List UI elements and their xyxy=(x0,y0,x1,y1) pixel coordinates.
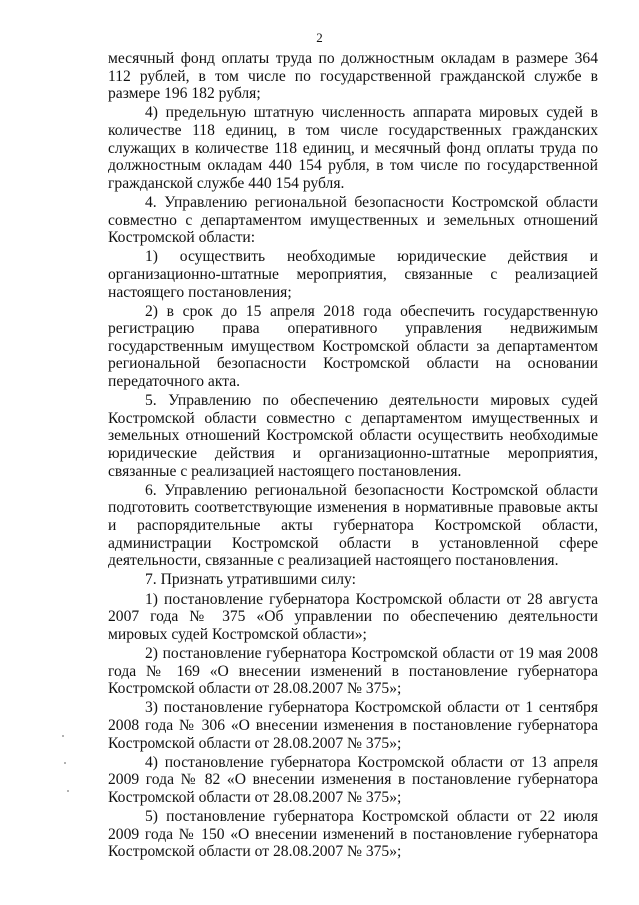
paragraph-item-7-2: 2) постановление губернатора Костромской области от 19 мая 2008 года № 169 «О внесении изменений в постановление губернатора Костромской области от 28.08.2007 № 375»; xyxy=(108,644,598,698)
paragraph-item-7-3: 3) постановление губернатора Костромской области от 1 сентября 2008 года № 306 «О внесении изменения в постановление губернатора Костромской области от 28.08.2007 № 375»; xyxy=(108,699,598,752)
scan-speck xyxy=(62,735,64,737)
paragraph-item-6: 6. Управлению региональной безопасности Костромской области подготовить соответствующие изменения в нормативные правовые акты и распорядительные акты губернатора Костромской области, администрации Костромской области в установленной сфере деятельности, связанные с реализацией настоящего постановления. xyxy=(108,481,598,570)
scan-speck xyxy=(67,790,69,792)
paragraph-item-7-5: 5) постановление губернатора Костромской области от 22 июля 2009 года № 150 «О внесении изменений в постановление губернатора Костромской области от 28.08.2007 № 375»; xyxy=(108,808,598,861)
paragraph-item-4-1: 1) осуществить необходимые юридические действия и организационно-штатные мероприятия, связанные с реализацией настоящего постановления; xyxy=(108,248,598,301)
paragraph-salary-fund-continuation: месячный фонд оплаты труда по должностным окладам в размере 364 112 рублей, в том числе по государственной гражданской службе в размере 196 182 рубля; xyxy=(108,50,598,103)
scan-speck xyxy=(64,762,66,764)
paragraph-staff-limit: 4) предельную штатную численность аппарата мировых судей в количестве 118 единиц, в том числе государственных гражданских служащих в количестве 118 единиц, и месячный фонд оплаты труда по должностным окладам 440 154 рубля, в том числе по государственной гражданской службе 440 154 рубля. xyxy=(108,104,598,192)
paragraph-item-7: 7. Признать утратившими силу: xyxy=(145,571,356,589)
paragraph-item-7-4: 4) постановление губернатора Костромской области от 13 апреля 2009 года № 82 «О внесении изменения в постановление губернатора Костромской области от 28.08.2007 № 375»; xyxy=(108,753,598,806)
document-body xyxy=(108,50,598,862)
paragraph-item-4-2: 2) в срок до 15 апреля 2018 года обеспечить государственную регистрацию права оперативного управления недвижимым государственным имуществом Костромской области за департаментом региональной безопасности Костромской области на основании передаточного акта. xyxy=(108,302,598,391)
paragraph-item-5: 5. Управлению по обеспечению деятельности мировых судей Костромской области совместно с департаментом имущественных и земельных отношений Костромской области осуществить необходимые юридические действия и организационно-штатные мероприятия, связанные с реализацией настоящего постановления. xyxy=(108,392,598,480)
paragraph-item-4: 4. Управлению региональной безопасности Костромской области совместно с департаментом имущественных и земельных отношений Костромской области: xyxy=(108,193,598,247)
page-number: 2 xyxy=(316,30,323,45)
paragraph-item-7-1: 1) постановление губернатора Костромской области от 28 августа 2007 года № 375 «Об управлении по обеспечению деятельности мировых судей Костромской области»; xyxy=(108,590,598,643)
